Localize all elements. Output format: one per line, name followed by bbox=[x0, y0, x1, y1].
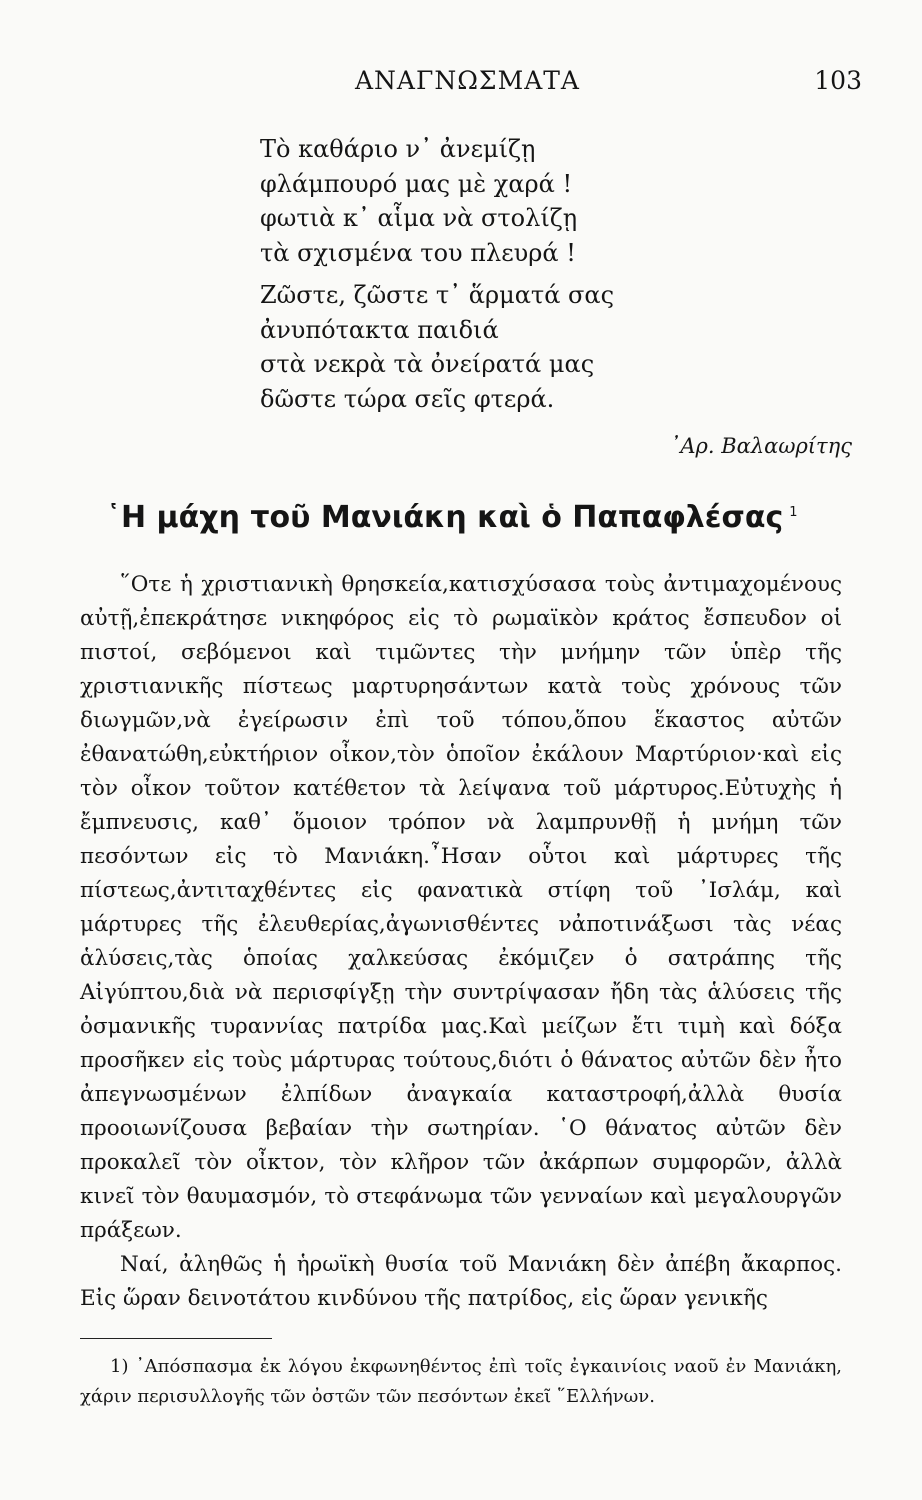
body-paragraph-1: ῞Οτε ἡ χριστιανικὴ θρησκεία,κατισχύσασα τοὺς ἀντιμαχομένους αὐτῇ,ἐπεκράτησε νικηφόρος εἰς τὸ ρωμαϊκὸν κράτος ἔσπευδον οἱ πιστοί, σεβόμενοι καὶ τιμῶντες τὴν μνήμην τῶν ὑπὲρ τῆς χριστιανικῆς πίστεως μαρτυρησάντων κατὰ τοὺς χρόνους τῶν διωγμῶν,νὰ ἐγείρωσιν ἐπὶ τοῦ τόπου,ὅπου ἕκαστος αὐτῶν ἐθανατώθη,εὐκτήριον οἶκον,τὸν ὁποῖον ἐκάλουν Μαρτύριον·καὶ εἰς τὸν οἶκον τοῦτον κατέθετον τὰ λείψανα τοῦ μάρτυρος.Εὐτυχὴς ἡ ἔμπνευσις, καθ᾿ ὅμοιον τρόπον νὰ λαμπρυνθῇ ἡ μνήμη τῶν πεσόντων εἰς τὸ Μανιάκη.῏Ησαν οὗτοι καὶ μάρτυρες τῆς πίστεως,ἀντιταχθέντες εἰς φανατικὰ στίφη τοῦ ᾿Ισλάμ, καὶ μάρτυρες τῆς ἐλευθερίας,ἀγωνισθέντες νἀποτινάξωσι τὰς νέας ἁλύσεις,τὰς ὁποίας χαλκεύσας ἐκόμιζεν ὁ σατράπης τῆς Αἰγύπτου,διὰ νὰ περισφίγξῃ τὴν συντρίψασαν ἤδη τὰς ἁλύσεις τῆς ὀσμανικῆς τυραννίας πατρίδα μας.Καὶ μείζων ἔτι τιμὴ καὶ δόξα προσῆκεν εἰς τοὺς μάρτυρας τούτους,διότι ὁ θάνατος αὐτῶν δὲν ἦτο ἀπεγνωσμένων ἐλπίδων ἀναγκαία καταστροφή,ἀλλὰ θυσία προοιωνίζουσα βεβαίαν τὴν σωτηρίαν. ῾Ο θάνατος αὐτῶν δὲν προκαλεῖ τὸν οἶκτον, τὸν κλῆρον τῶν ἀκάρπων συμφορῶν, ἀλλὰ κινεῖ τὸν θαυμασμόν, τὸ στεφάνωμα τῶν γενναίων καὶ μεγαλουργῶν πράξεων. bbox=[80, 572, 842, 1243]
body-paragraph-2: Ναί, ἀληθῶς ἡ ἡρωϊκὴ θυσία τοῦ Μανιάκη δὲν ἀπέβη ἄκαρπος. Εἰς ὥραν δεινοτάτου κινδύνου τῆς πατρίδος, εἰς ὥραν γενικῆς bbox=[80, 1252, 842, 1311]
poem bbox=[260, 132, 780, 416]
poem-line: Ζῶστε, ζῶστε τ᾿ ἅρματά σας bbox=[260, 281, 615, 309]
poem-line: φωτιὰ κ᾿ αἷμα νὰ στολίζῃ bbox=[260, 204, 578, 232]
poem-attribution: ᾿Αρ. Βαλαωρίτης bbox=[669, 434, 852, 458]
running-head: ΑΝΑΓΝΩΣΜΑΤΑ bbox=[355, 66, 580, 95]
poem-line: φλάμπουρό μας μὲ χαρά ! bbox=[260, 169, 573, 198]
footnote: 1) ᾿Απόσπασμα ἐκ λόγου ἐκφωνηθέντος ἐπὶ τοῖς ἐγκαινίοις ναοῦ ἐν Μανιάκη, χάριν περισυλλογῆς τῶν ὀστῶν τῶν πεσόντων ἐκεῖ ῞Ελλήνων. bbox=[80, 1356, 842, 1407]
page-number: 103 bbox=[814, 66, 862, 95]
poem-stanza-1 bbox=[260, 132, 780, 270]
section-title-text: ῾Η μάχη τοῦ Μανιάκη καὶ ὁ Παπαφλέσας bbox=[106, 500, 784, 535]
section-title bbox=[106, 500, 846, 535]
poem-line: τὰ σχισμένα του πλευρά ! bbox=[260, 238, 576, 267]
poem-line: ἀνυπότακτα παιδιά bbox=[260, 315, 499, 344]
body-text bbox=[80, 568, 842, 1316]
footnote-divider bbox=[80, 1338, 272, 1339]
poem-line: στὰ νεκρὰ τὰ ὀνείρατά μας bbox=[260, 350, 595, 378]
footnote-reference: 1 bbox=[789, 505, 798, 520]
poem-stanza-2 bbox=[260, 278, 780, 416]
poem-line: Τὸ καθάριο ν᾿ ἀνεμίζῃ bbox=[260, 135, 536, 163]
poem-line: δῶστε τώρα σεῖς φτερά. bbox=[260, 384, 555, 413]
